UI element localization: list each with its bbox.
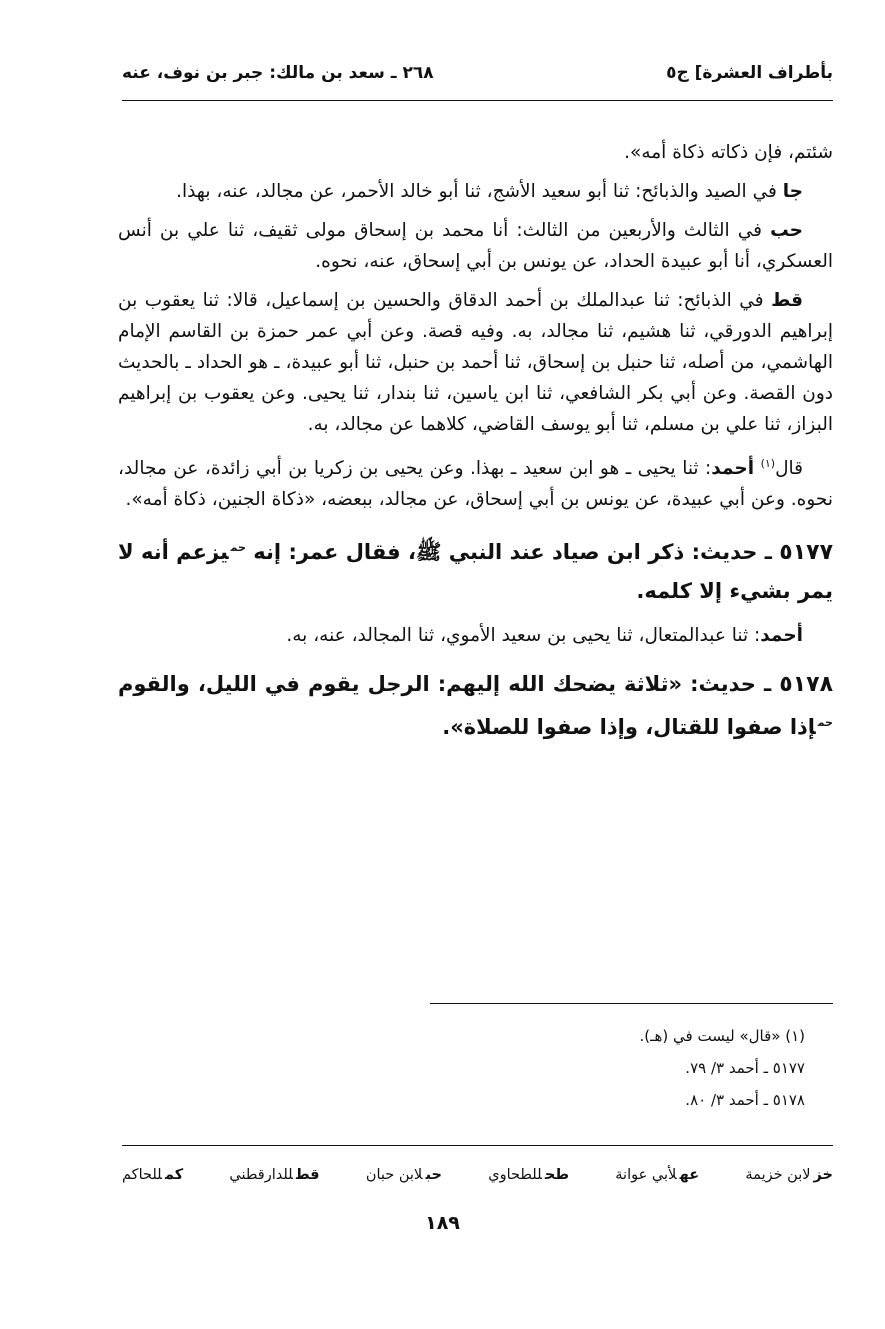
running-head: [122, 58, 833, 88]
footnote: ٥١٧٧ ـ أحمد ٣/ ٧٩.: [685, 1059, 805, 1077]
source-siglum: جا: [782, 181, 803, 202]
abbreviation: [615, 1167, 699, 1183]
musnad-mark: حم: [230, 541, 246, 555]
abbreviations-rule: [122, 1145, 833, 1146]
paragraph: [118, 176, 833, 207]
abbreviation-code: حب: [425, 1167, 442, 1183]
hadith-entry: [118, 665, 833, 746]
source-siglum: قط: [771, 290, 803, 311]
abbreviation-name: للدارقطني: [229, 1167, 293, 1183]
page-number: ١٨٩: [425, 1212, 460, 1234]
source-siglum: حب: [770, 220, 803, 241]
running-head-section: ٢٦٨ ـ سعد بن مالك: جبر بن نوف، عنه: [122, 63, 434, 83]
running-head-title: بأطراف العشرة] ج٥: [666, 63, 833, 83]
paragraph-text: : ثنا يحيى ـ هو ابن سعيد ـ بهذا. وعن يحيى بن زكريا بن أبي زائدة، عن مجالد، نحوه. وعن أبي عبيدة، عن يونس بن أبي إسحاق، عن مجالد، ببعضه، «ذكاة الجنين، ذكاة أمه».: [118, 458, 833, 511]
footnote: (١) «قال» ليست في (هـ).: [639, 1027, 805, 1045]
source-siglum: أحمد: [711, 458, 755, 480]
abbreviation-code: خز: [813, 1167, 833, 1183]
abbreviation: [229, 1167, 319, 1183]
hadith-text: ذكر ابن صياد عند النبي ﷺ، فقال عمر: إنه: [253, 540, 692, 565]
paragraph-text: في الصيد والذبائح: ثنا أبو سعيد الأشج، ثنا أبو خالد الأحمر، عن مجالد، عنه، بهذا.: [176, 181, 783, 202]
footnote-rule: [430, 1003, 833, 1004]
musnad-mark: حم: [817, 716, 833, 730]
paragraph-lead: قال: [775, 458, 803, 480]
paragraph: [118, 620, 833, 651]
abbreviation-code: قط: [295, 1167, 320, 1183]
paragraph: [118, 285, 833, 440]
footnote: ٥١٧٨ ـ أحمد ٣/ ٨٠.: [685, 1091, 805, 1109]
abbreviation: [366, 1167, 442, 1183]
hadith-entry: [118, 529, 833, 610]
paragraph-text: في الثالث والأربعين من الثالث: أنا محمد بن إسحاق مولى ثقيف، ثنا علي بن أنس العسكري، أنا أبو عبيدة الحداد، عن يونس بن أبي إسحاق، عنه، نحوه.: [118, 220, 833, 272]
hadith-text-continued: يزعم أنه لا يمر بشيء إلا كلمه.: [118, 540, 833, 604]
hadith-text-continued: إذا صفوا للقتال، وإذا صفوا للصلاة».: [442, 715, 816, 740]
abbreviation: [122, 1167, 183, 1183]
paragraph-text: شئتم، فإن ذكاته ذكاة أمه».: [624, 142, 833, 163]
abbreviation-code: طح: [544, 1167, 569, 1183]
footnote-ref: (١): [760, 457, 776, 470]
abbreviation-code: كم: [164, 1167, 184, 1183]
abbreviations-key: [122, 1162, 833, 1188]
source-siglum: أحمد: [760, 625, 803, 647]
hadith-number: ٥١٧٨: [779, 672, 833, 698]
paragraph: [118, 215, 833, 277]
hadith-label: ـ حديث:: [691, 540, 772, 565]
abbreviation: [488, 1167, 569, 1183]
abbreviation-name: لأبي عوانة: [615, 1167, 677, 1183]
abbreviation-code: عه: [679, 1167, 700, 1183]
hadith-number: ٥١٧٧: [779, 540, 833, 566]
abbreviation-name: للحاكم: [122, 1167, 162, 1183]
paragraph: [118, 448, 833, 515]
paragraph-text: : ثنا عبدالمتعال، ثنا يحيى بن سعيد الأموي، ثنا المجالد، عنه، به.: [286, 625, 761, 647]
hadith-text: «ثلاثة يضحك الله إليهم: الرجل يقوم في الليل، والقوم: [118, 672, 691, 697]
paragraph: [118, 137, 833, 168]
abbreviation-name: للطحاوي: [488, 1167, 542, 1183]
paragraph-text: في الذبائح: ثنا عبدالملك بن أحمد الدقاق والحسين بن إسماعيل، قالا: ثنا يعقوب بن إبراهيم الدورقي، ثنا هشيم، ثنا مجالد، به. وفيه قصة. وعن أبي عمر حمزة بن القاسم الإمام الهاشمي، من أصله، ثنا حنبل بن إسحاق، ثنا أحمد بن حنبل، ثنا أبو عبيدة، ـ هو الحداد ـ بالحديث دون القصة. وعن أبي بكر الشافعي، ثنا ابن ياسين، ثنا بندار، ثنا يحيى. وعن يعقوب بن إبراهيم البزاز، ثنا علي بن مسلم، ثنا أبو يوسف القاضي، كلاهما عن مجالد، به.: [118, 290, 833, 435]
abbreviation: [745, 1167, 833, 1183]
abbreviation-name: لابن خزيمة: [745, 1167, 811, 1183]
abbreviation-name: لابن حبان: [365, 1167, 423, 1183]
hadith-label: ـ حديث:: [690, 672, 772, 697]
main-text: [118, 137, 833, 756]
header-rule: [122, 100, 833, 101]
footnotes: [305, 1020, 805, 1116]
